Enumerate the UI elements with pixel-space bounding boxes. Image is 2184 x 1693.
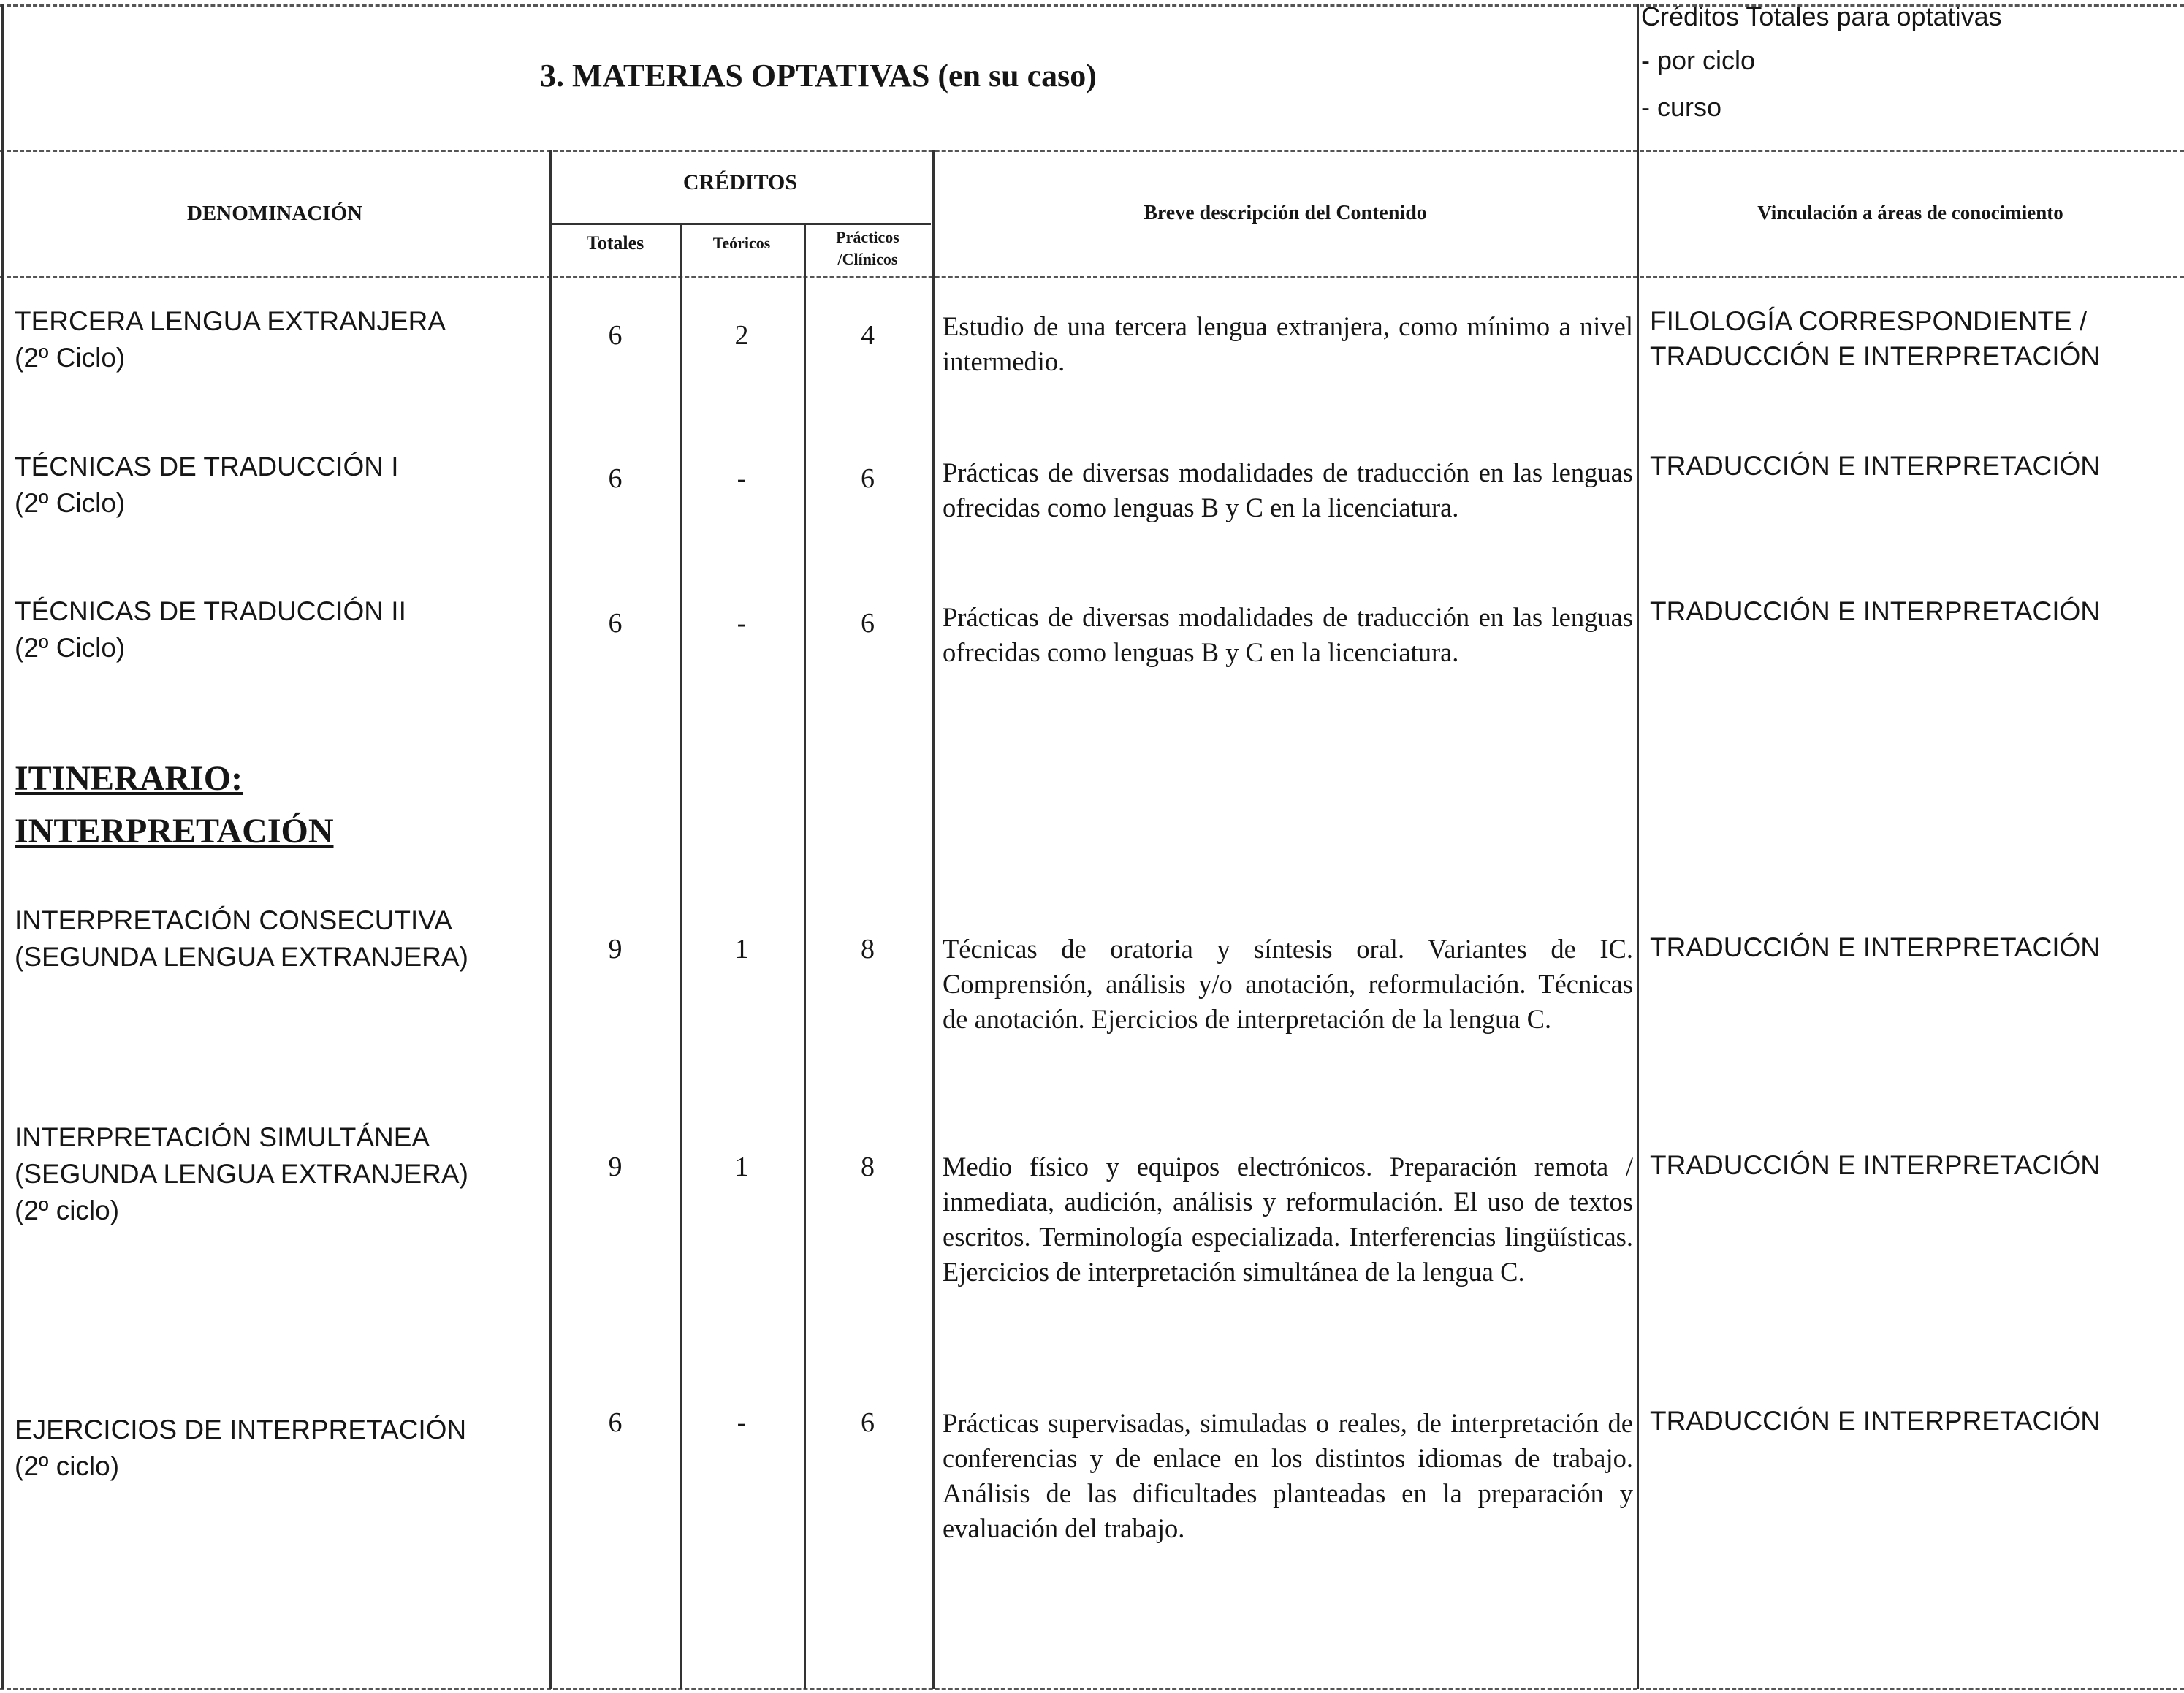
column-header-practicos: Prácticos [836, 228, 899, 246]
col-divider-desc [1637, 150, 1639, 1689]
row-5-practicos: 8 [861, 1152, 875, 1182]
row-5-teoricos: 1 [734, 1152, 749, 1182]
row-5-description: Medio físico y equipos electrónicos. Preparación remota / inmediata, audición, análisis y reformulación. El uso de textos escritos. Terminología especializada. Interferencias lingüísticas. Ejercicios de interpretación simultánea de la lengua C. [943, 1152, 1633, 1287]
row-4-description: Técnicas de oratoria y síntesis oral. Variantes de IC. Comprensión, análisis y/o anotación, reformulación. Técnicas de anotación. Ejercicios de interpretación de la lengua C. [943, 934, 1633, 1034]
header-bottom-rule [0, 276, 2184, 278]
row-1-totales: 6 [608, 320, 623, 351]
left-border [1, 4, 4, 1689]
row-5-vinculacion: TRADUCCIÓN E INTERPRETACIÓN [1650, 1150, 2101, 1180]
col-divider-creditos [932, 150, 935, 1689]
optativas-divider [1637, 4, 1639, 151]
row-6-description: Prácticas supervisadas, simuladas o reales, de interpretación de conferencias y de enlace en los distintos idiomas de trabajo. Análisis de las dificultades planteadas en la preparación y evaluación del trabajo. [943, 1408, 1633, 1543]
row-4-teoricos: 1 [734, 934, 749, 965]
row-6-totales: 6 [608, 1407, 623, 1438]
row-6-teoricos: - [737, 1407, 747, 1438]
row-6-practicos: 6 [861, 1407, 875, 1438]
optativas-total-label: Créditos Totales para optativas [1641, 1, 2002, 31]
row-2-name: TÉCNICAS DE TRADUCCIÓN I (2º Ciclo) [15, 452, 399, 518]
row-3-teoricos: - [737, 608, 747, 639]
page-title: 3. MATERIAS OPTATIVAS (en su caso) [540, 58, 1097, 94]
column-header-teoricos: Teóricos [712, 234, 771, 252]
row-4-totales: 9 [608, 934, 623, 965]
row-1-vinculacion: FILOLOGÍA CORRESPONDIENTE / TRADUCCIÓN E INTERPRETACIÓN [1650, 306, 2101, 371]
creditos-sub-rule [549, 223, 931, 225]
row-4-practicos: 8 [861, 934, 875, 965]
title-bottom-rule [0, 150, 2184, 152]
optativas-curso-label: - curso [1641, 92, 1722, 122]
optativas-por-ciclo-label: - por ciclo [1641, 45, 1756, 75]
col-divider-denom [549, 150, 552, 1689]
row-3-practicos: 6 [861, 608, 875, 639]
row-5-totales: 9 [608, 1152, 623, 1182]
row-1-name: TERCERA LENGUA EXTRANJERA (2º Ciclo) [15, 306, 446, 373]
column-header-creditos: CRÉDITOS [682, 170, 798, 194]
row-6-vinculacion: TRADUCCIÓN E INTERPRETACIÓN [1650, 1406, 2101, 1436]
row-1-teoricos: 2 [734, 320, 749, 351]
row-3-vinculacion: TRADUCCIÓN E INTERPRETACIÓN [1650, 596, 2101, 626]
row-5-name: INTERPRETACIÓN SIMULTÁNEA (SEGUNDA LENGUA EXTRANJERA) (2º ciclo) [15, 1122, 468, 1225]
row-3-totales: 6 [608, 608, 623, 639]
row-1-practicos: 4 [861, 320, 875, 351]
row-4-name: INTERPRETACIÓN CONSECUTIVA (SEGUNDA LENGUA EXTRANJERA) [15, 905, 468, 972]
column-header-vinculacion: Vinculación a áreas de conocimiento [1757, 202, 2063, 224]
row-2-practicos: 6 [861, 463, 875, 494]
column-header-descripcion: Breve descripción del Contenido [1144, 202, 1427, 224]
row-2-vinculacion: TRADUCCIÓN E INTERPRETACIÓN [1650, 451, 2101, 481]
row-4-vinculacion: TRADUCCIÓN E INTERPRETACIÓN [1650, 932, 2101, 962]
row-3-name: TÉCNICAS DE TRADUCCIÓN II (2º Ciclo) [15, 596, 406, 663]
row-2-description: Prácticas de diversas modalidades de traducción en las lenguas ofrecidas como lenguas B y C en la licenciatura. [943, 457, 1633, 522]
row-3-description: Prácticas de diversas modalidades de traducción en las lenguas ofrecidas como lenguas B y C en la licenciatura. [943, 602, 1633, 667]
row-6-name: EJERCICIOS DE INTERPRETACIÓN (2º ciclo) [15, 1415, 467, 1481]
itinerario-heading: ITINERARIO: INTERPRETACIÓN [15, 759, 334, 851]
row-1-description: Estudio de una tercera lengua extranjera, como mínimo a nivel intermedio. [943, 311, 1633, 376]
row-2-teoricos: - [737, 463, 747, 494]
column-header-clinicos: /Clínicos [837, 250, 898, 268]
row-2-totales: 6 [608, 463, 623, 494]
bottom-border [0, 1688, 2184, 1690]
column-header-denominacion: DENOMINACIÓN [186, 202, 363, 225]
column-header-totales: Totales [586, 232, 644, 254]
